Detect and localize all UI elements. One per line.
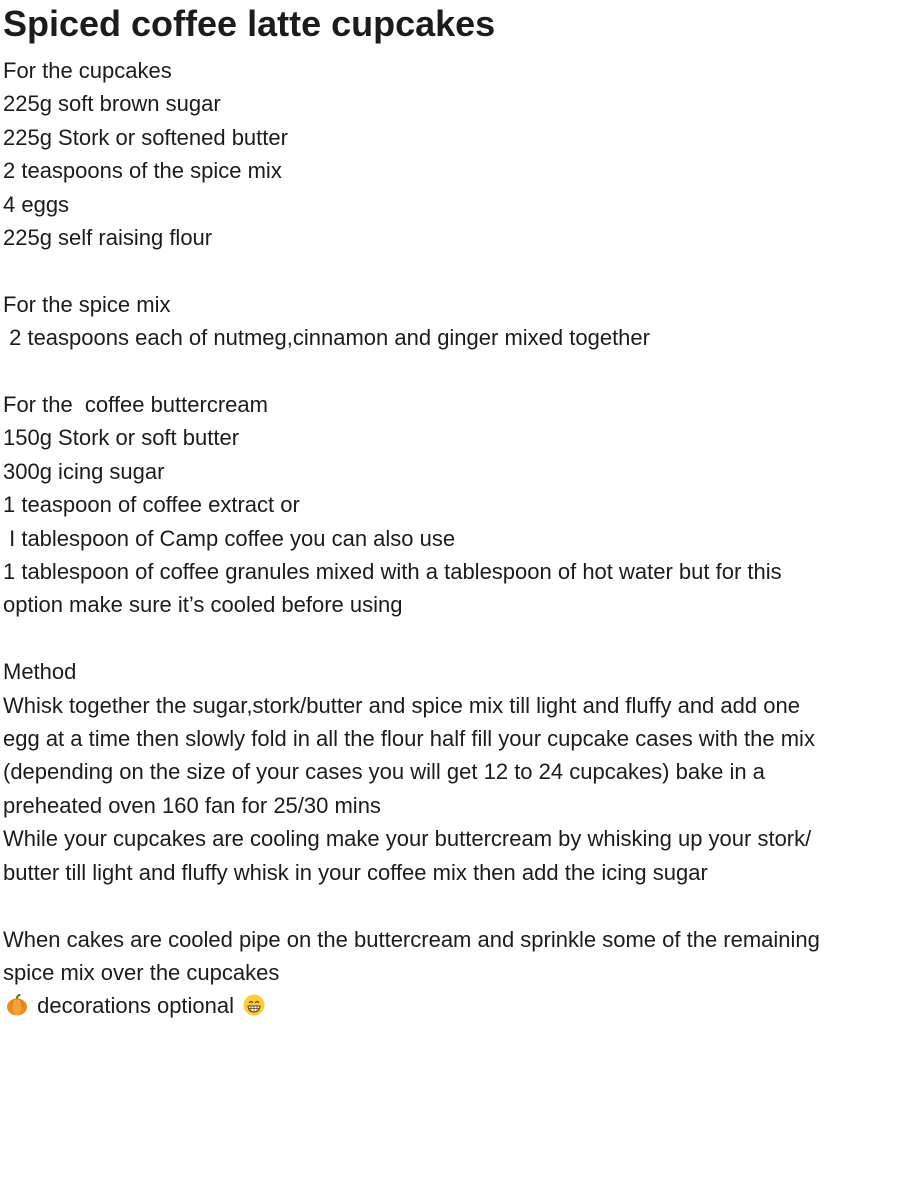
pumpkin-emoji-icon (5, 993, 29, 1017)
blank-line (3, 889, 898, 922)
recipe-title: Spiced coffee latte cupcakes (3, 3, 496, 44)
method-heading: Method (3, 659, 77, 685)
blank-line (3, 622, 898, 655)
grinning-face-emoji-icon (242, 993, 266, 1017)
buttercream-item: 150g Stork or soft butter (3, 425, 240, 451)
cupcakes-item: 225g Stork or softened butter (3, 124, 288, 150)
cupcakes-heading: For the cupcakes (3, 58, 172, 83)
method-paragraph: While your cupcakes are cooling make your buttercream by whisking up your stork/ butter till light and fluffy whisk in your coffee mix then add the icing sugar (3, 826, 812, 885)
spice-item: 2 teaspoons each of nutmeg,cinnamon and ginger mixed together (3, 325, 650, 351)
decorations-line (3, 989, 898, 1022)
blank-line (3, 355, 898, 388)
cupcakes-item: 225g soft brown sugar (3, 91, 221, 117)
method-paragraph: Whisk together the sugar,stork/butter and spice mix till light and fluffy and add one egg at a time then slowly fold in all the flour half fill your cupcake cases with the mix (depending on the size of your cases you will get 12 to 24 cupcakes) bake in a preheated oven 160 fan for 25/30 mins (3, 692, 815, 818)
cupcakes-item: 2 teaspoons of the spice mix (3, 158, 282, 184)
decorations-text: decorations optional (31, 993, 241, 1019)
note-content (3, 2, 898, 1023)
buttercream-item: 1 teaspoon of coffee extract or (3, 492, 300, 518)
spice-heading: For the spice mix (3, 291, 171, 317)
buttercream-paragraph: 1 tablespoon of coffee granules mixed with a tablespoon of hot water but for this option make sure it’s cooled before using (3, 559, 782, 618)
blank-line (3, 254, 898, 287)
buttercream-item: 300g icing sugar (3, 458, 165, 484)
buttercream-heading: For the coffee buttercream (3, 392, 268, 418)
cupcakes-item: 4 eggs (3, 191, 70, 217)
cupcakes-item: 225g self raising flour (3, 225, 213, 251)
buttercream-item: I tablespoon of Camp coffee you can also use (3, 525, 456, 551)
finish-paragraph: When cakes are cooled pipe on the buttercream and sprinkle some of the remaining spice mix over the cupcakes (3, 926, 820, 985)
